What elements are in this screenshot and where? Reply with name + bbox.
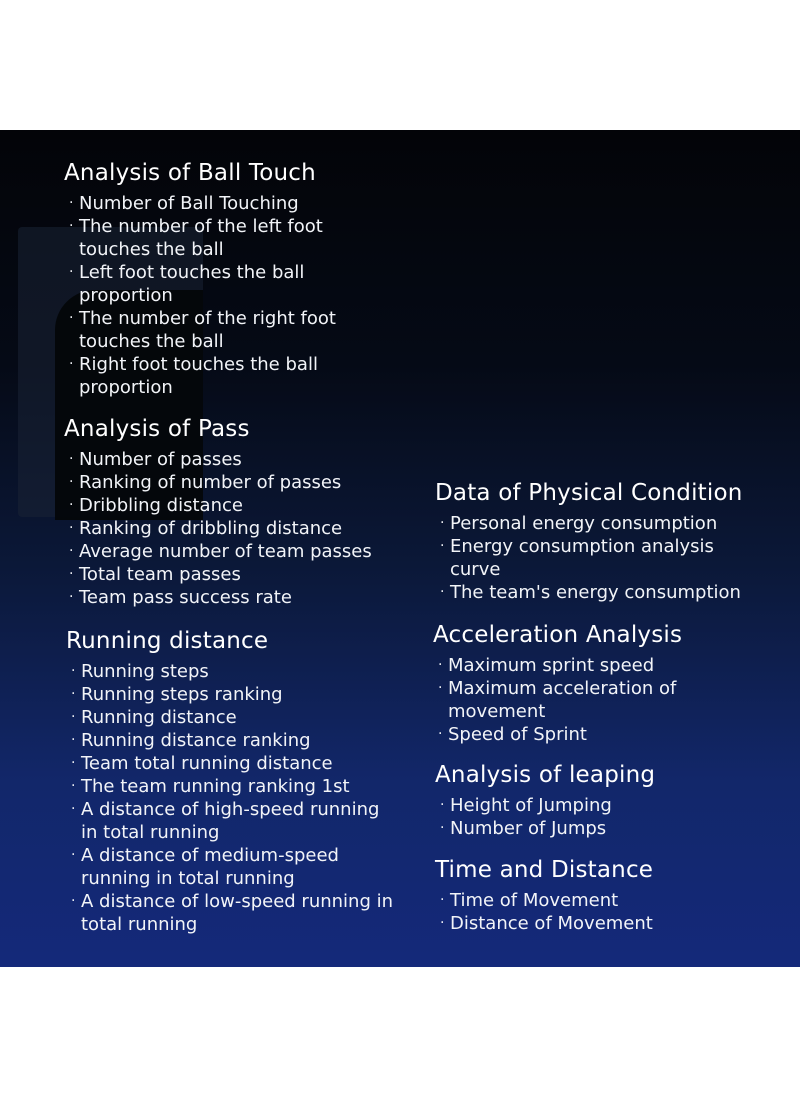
list-item: · Running distance ranking (71, 730, 311, 751)
list-item: · Maximum acceleration of movement (438, 678, 677, 722)
list-item: · Right foot touches the ball proportion (69, 354, 318, 398)
list-item: · Dribbling distance (69, 495, 243, 516)
section-running-distance (66, 626, 396, 936)
list-item: · Running steps ranking (71, 684, 283, 705)
list-item: · The number of the right foot touches the ball (69, 308, 336, 352)
section-title: Time and Distance (435, 857, 654, 883)
list-item: · Total team passes (69, 564, 241, 585)
list-item: · Left foot touches the ball proportion (69, 262, 305, 306)
list-item: · Speed of Sprint (438, 724, 587, 745)
list-item: · Ranking of number of passes (69, 472, 342, 493)
list-item: · Team total running distance (71, 753, 333, 774)
list-item: · Time of Movement (440, 890, 619, 911)
section-title: Acceleration Analysis (433, 622, 683, 648)
list-item: · Number of passes (69, 449, 242, 470)
list-item: · A distance of low-speed running in total running (71, 891, 394, 935)
list-item: · The number of the left foot touches the ball (69, 216, 323, 260)
section-physical-condition (435, 478, 765, 604)
list-item: · Running distance (71, 707, 237, 728)
list-item: · A distance of high-speed running in total running (71, 799, 380, 843)
section-acceleration (433, 620, 763, 746)
section-list (433, 654, 763, 746)
list-item: · A distance of medium-speed running in total running (71, 845, 339, 889)
section-list (435, 889, 765, 935)
section-leaping (435, 760, 765, 840)
list-item: · The team running ranking 1st (71, 776, 350, 797)
section-title: Data of Physical Condition (435, 480, 743, 506)
list-item: · Running steps (71, 661, 209, 682)
section-title: Running distance (66, 628, 269, 654)
section-list (435, 794, 765, 840)
list-item: · Average number of team passes (69, 541, 372, 562)
list-item: · Height of Jumping (440, 795, 612, 816)
section-pass (64, 414, 394, 609)
list-item: · Energy consumption analysis curve (440, 536, 714, 580)
list-item: · Team pass success rate (69, 587, 292, 608)
list-item: · Number of Ball Touching (69, 193, 299, 214)
list-item: · Number of Jumps (440, 818, 607, 839)
list-item: · Personal energy consumption (440, 513, 718, 534)
section-ball-touch (64, 158, 394, 399)
section-time-distance (435, 855, 765, 935)
section-list (66, 660, 396, 936)
section-title: Analysis of leaping (435, 762, 656, 788)
list-item: · The team's energy consumption (440, 582, 741, 603)
section-list (64, 448, 394, 609)
section-title: Analysis of Ball Touch (64, 160, 316, 186)
list-item: · Ranking of dribbling distance (69, 518, 343, 539)
section-list (64, 192, 394, 399)
feature-panel (0, 130, 800, 967)
list-item: · Distance of Movement (440, 913, 653, 934)
list-item: · Maximum sprint speed (438, 655, 655, 676)
section-title: Analysis of Pass (64, 416, 250, 442)
section-list (435, 512, 765, 604)
